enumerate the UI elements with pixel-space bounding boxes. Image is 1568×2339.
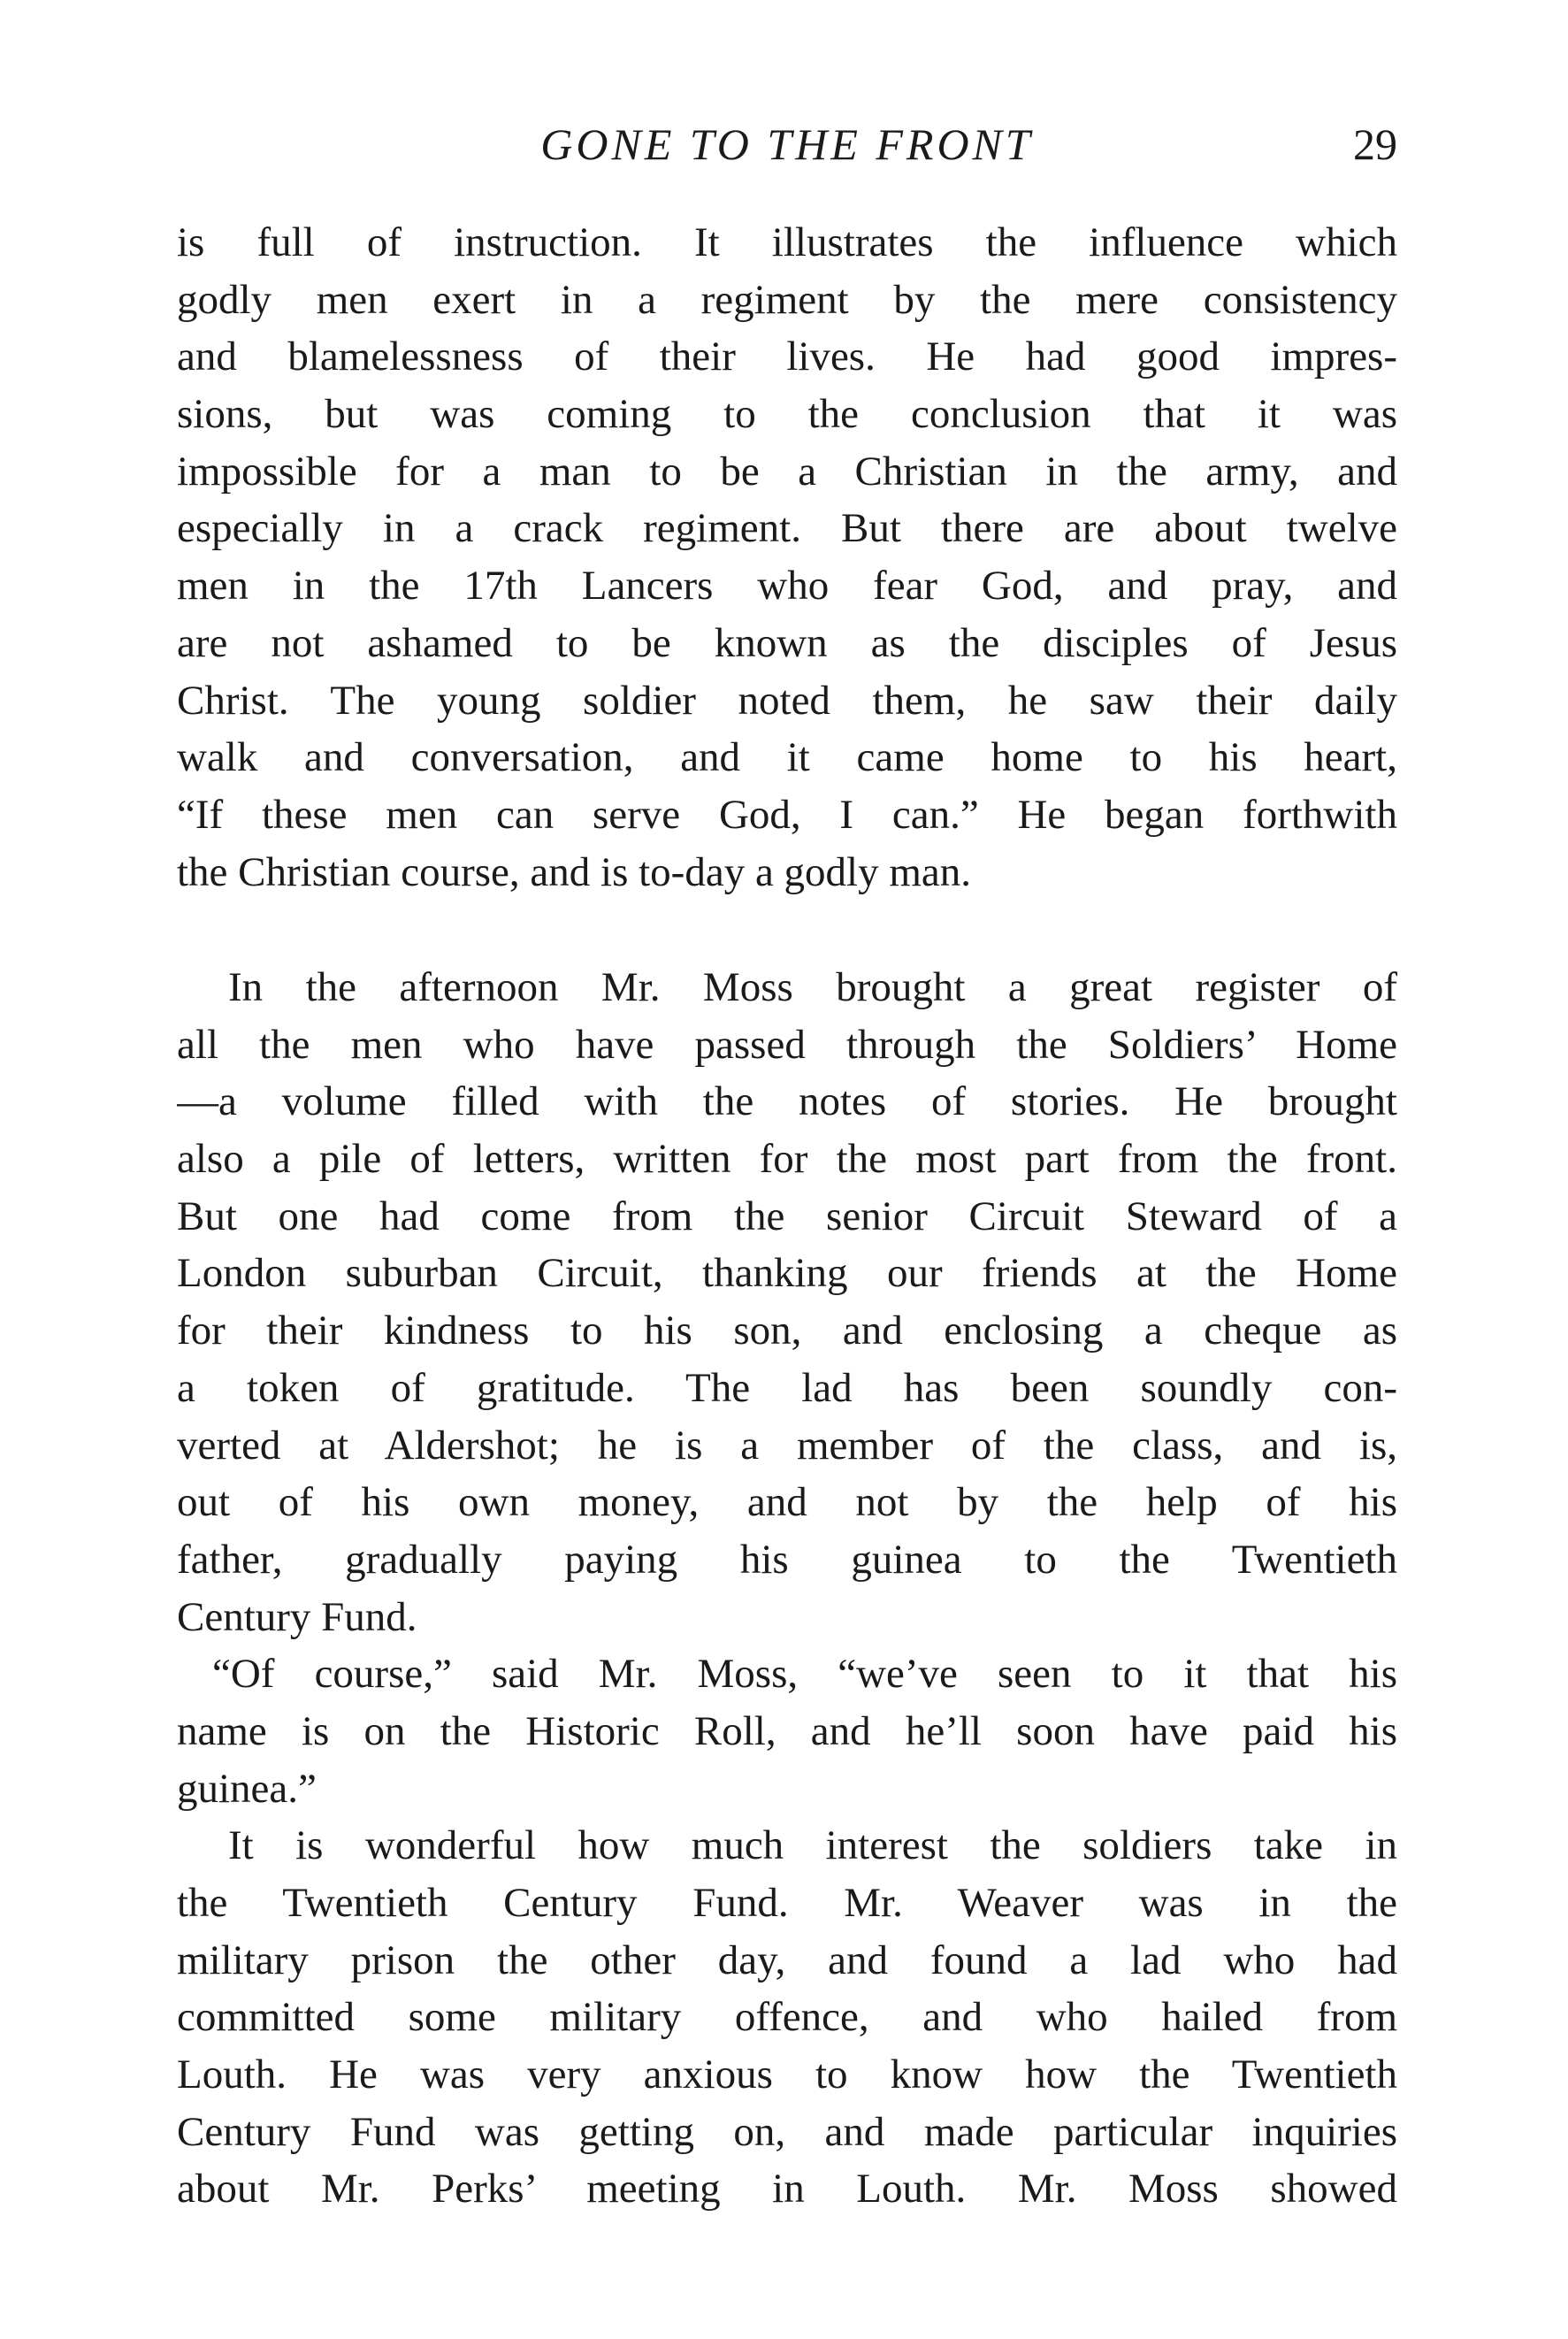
- text-line: also a pile of letters, written for the most part from the front.: [177, 1136, 1397, 1183]
- text-line: verted at Aldershot; he is a member of the class, and is,: [177, 1422, 1397, 1469]
- text-line: sions, but was coming to the conclusion that it was: [177, 391, 1397, 438]
- text-line: “Of course,” said Mr. Moss, “we’ve seen to it that his: [212, 1651, 1397, 1698]
- running-title: GONE TO THE FRONT: [540, 119, 1034, 169]
- running-header: [177, 113, 1397, 175]
- text-line: godly men exert in a regiment by the mere consistency: [177, 276, 1397, 323]
- text-line: Century Fund.: [177, 1593, 417, 1640]
- paragraph-register: [177, 959, 1397, 1645]
- text-line: all the men who have passed through the Soldiers’ Home: [177, 1021, 1397, 1068]
- text-line: Louth. He was very anxious to know how the Twentieth: [177, 2051, 1397, 2098]
- text-line: men in the 17th Lancers who fear God, and pray, and: [177, 563, 1397, 610]
- text-line: committed some military offence, and who hailed from: [177, 1994, 1397, 2041]
- text-line: a token of gratitude. The lad has been soundly con-: [177, 1364, 1397, 1411]
- text-line: out of his own money, and not by the help of his: [177, 1479, 1397, 1526]
- text-line: Christ. The young soldier noted them, he saw their daily: [177, 677, 1397, 724]
- text-line: about Mr. Perks’ meeting in Louth. Mr. Moss showed: [177, 2166, 1397, 2212]
- text-line: “If these men can serve God, I can.” He began forthwith: [177, 791, 1397, 838]
- text-line: for their kindness to his son, and enclosing a cheque as: [177, 1308, 1397, 1354]
- text-line: walk and conversation, and it came home to his heart,: [177, 734, 1397, 781]
- paragraph-quote: [177, 1645, 1397, 1817]
- text-block-top: [177, 214, 1397, 901]
- text-line: Century Fund was getting on, and made particular inquiries: [177, 2108, 1397, 2155]
- text-line: name is on the Historic Roll, and he’ll soon have paid his: [177, 1707, 1397, 1754]
- text-line: It is wonderful how much interest the soldiers take in: [228, 1822, 1397, 1869]
- text-line: —a volume filled with the notes of stories. He brought: [177, 1078, 1397, 1125]
- text-line: But one had come from the senior Circuit Steward of a: [177, 1193, 1397, 1239]
- text-line: the Christian course, and is to-day a godly man.: [177, 848, 972, 895]
- text-line: In the afternoon Mr. Moss brought a great register of: [228, 964, 1397, 1010]
- page-number: 29: [1353, 119, 1397, 169]
- text-line: the Twentieth Century Fund. Mr. Weaver was in the: [177, 1880, 1397, 1926]
- text-block-bottom: [177, 959, 1397, 2218]
- text-line: guinea.”: [177, 1765, 317, 1812]
- text-line: father, gradually paying his guinea to the Twentieth: [177, 1536, 1397, 1583]
- text-line: impossible for a man to be a Christian in the army, and: [177, 448, 1397, 495]
- paragraph-interest: [177, 1817, 1397, 2218]
- paragraph-instruction: [177, 214, 1397, 901]
- text-line: London suburban Circuit, thanking our friends at the Home: [177, 1250, 1397, 1297]
- text-line: and blamelessness of their lives. He had good impres-: [177, 334, 1397, 380]
- text-line: military prison the other day, and found a lad who had: [177, 1936, 1397, 1983]
- text-line: are not ashamed to be known as the disciples of Jesus: [177, 619, 1397, 666]
- text-line: especially in a crack regiment. But there are about twelve: [177, 505, 1397, 552]
- text-line: is full of instruction. It illustrates the influence which: [177, 219, 1397, 265]
